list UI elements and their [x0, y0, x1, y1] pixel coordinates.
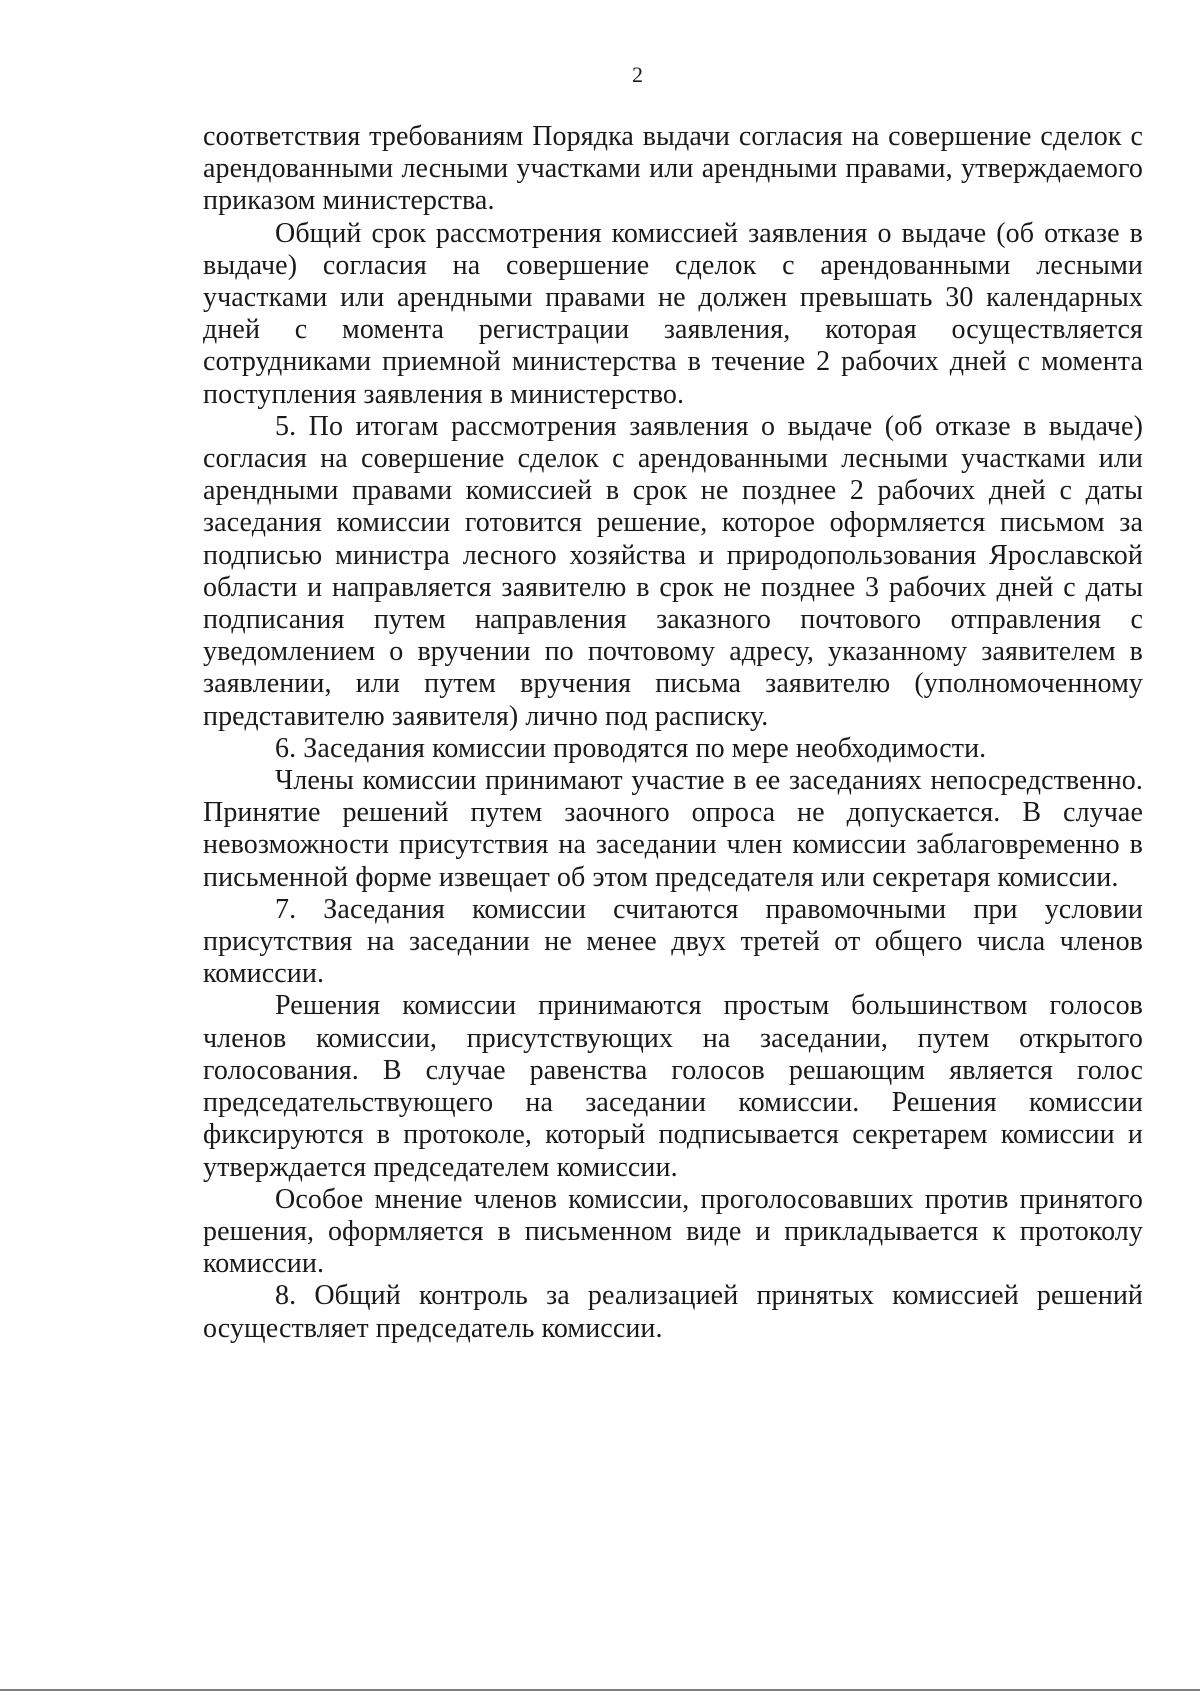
- paragraph-dissenting-opinion: Особое мнение членов комиссии, проголосовавших против принятого решения, оформляется в письменном виде и прикладывается к протоколу комиссии.: [203, 1183, 1143, 1280]
- scan-edge-line: [0, 1689, 1200, 1691]
- paragraph-decisions: Решения комиссии принимаются простым большинством голосов членов комиссии, присутствующих на заседании, путем открытого голосования. В случае равенства голосов решающим является голос председательствующего на заседании комиссии. Решения комиссии фиксируются в протоколе, который подписывается секретарем комиссии и утверждается председателем комиссии.: [203, 990, 1143, 1183]
- paragraph-members-participation: Члены комиссии принимают участие в ее заседаниях непосредственно. Принятие решений путем заочного опроса не допускается. В случае невозможности присутствия на заседании член комиссии заблаговременно в письменной форме извещает об этом председателя или секретаря комиссии.: [203, 765, 1143, 893]
- paragraph-item-8: 8. Общий контроль за реализацией принятых комиссией решений осуществляет председатель комиссии.: [203, 1280, 1143, 1344]
- page-number: 2: [632, 62, 643, 87]
- document-body: [203, 121, 1143, 1345]
- paragraph-item-5: 5. По итогам рассмотрения заявления о выдаче (об отказе в выдаче) согласия на совершение сделок с арендованными лесными участками или арендными правами комиссией в срок не позднее 2 рабочих дней с даты заседания комиссии готовится решение, которое оформляется письмом за подписью министра лесного хозяйства и природопользования Ярославской области и направляется заявителю в срок не позднее 3 рабочих дней с даты подписания путем направления заказного почтового отправления с уведомлением о вручении по почтовому адресу, указанному заявителем в заявлении, или путем вручения письма заявителю (уполномоченному представителю заявителя) лично под расписку.: [203, 410, 1143, 732]
- paragraph-review-period: Общий срок рассмотрения комиссией заявления о выдаче (об отказе в выдаче) согласия на совершение сделок с арендованными лесными участками или арендными правами не должен превышать 30 календарных дней с момента регистрации заявления, которая осуществляется сотрудниками приемной министерства в течение 2 рабочих дней с момента поступления заявления в министерство.: [203, 217, 1143, 410]
- paragraph-item-6: 6. Заседания комиссии проводятся по мере необходимости.: [275, 732, 987, 764]
- paragraph-item-7: 7. Заседания комиссии считаются правомочными при условии присутствия на заседании не менее двух третей от общего числа членов комиссии.: [203, 893, 1143, 990]
- paragraph-continuation: соответствия требованиям Порядка выдачи согласия на совершение сделок с арендованными лесными участками или арендными правами, утверждаемого приказом министерства.: [203, 121, 1143, 217]
